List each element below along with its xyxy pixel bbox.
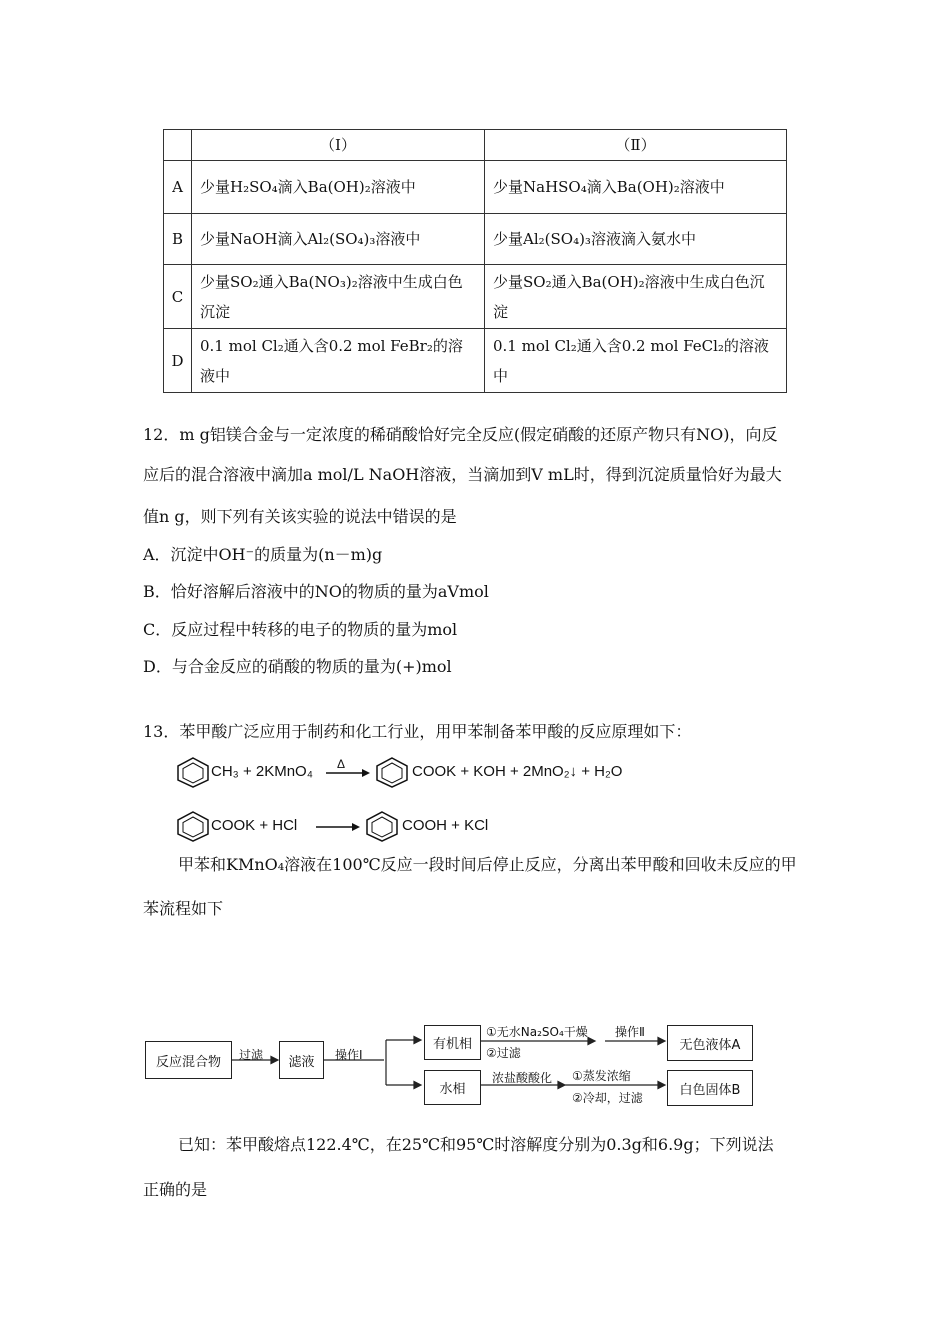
flow-box-colorless-liquid-a: 无色液体A	[667, 1025, 753, 1061]
benzene-ring-icon	[175, 810, 211, 842]
eq2-left: COOK + HCl	[211, 817, 298, 834]
flow-label-operation-2: 操作Ⅱ	[615, 1025, 645, 1039]
reaction-arrow-icon	[316, 820, 360, 834]
table-header-col2: （Ⅱ）	[485, 130, 787, 161]
q13-known-line2: 正确的是	[143, 1180, 208, 1199]
flow-box-reaction-mixture: 反应混合物	[145, 1041, 232, 1079]
table-cell: 少量NaOH滴入Al₂(SO₄)₃溶液中	[192, 214, 485, 265]
eq1-right: COOK + KOH + 2MnO₂↓ + H₂O	[412, 763, 623, 780]
table-cell: 0.1 mol Cl₂通入含0.2 mol FeBr₂的溶液中	[192, 329, 485, 393]
flow-label-acidify: 浓盐酸酸化	[492, 1071, 553, 1085]
flow-label-filter-2: ②过滤	[486, 1046, 521, 1060]
table-cell: 少量SO₂通入Ba(NO₃)₂溶液中生成白色沉淀	[192, 265, 485, 329]
q12-option-c: C．反应过程中转移的电子的物质的量为mol	[143, 620, 458, 639]
table-header-empty	[164, 130, 192, 161]
row-label: C	[164, 265, 192, 329]
q13-para1-line2: 苯流程如下	[143, 899, 224, 918]
table-cell: 0.1 mol Cl₂通入含0.2 mol FeCl₂的溶液中	[485, 329, 787, 393]
q12-line3: 值n g，则下列有关该实验的说法中错误的是	[143, 507, 457, 526]
q13-intro: 13．苯甲酸广泛应用于制药和化工行业，用甲苯制备苯甲酸的反应原理如下：	[143, 722, 692, 741]
table-cell: 少量NaHSO₄滴入Ba(OH)₂溶液中	[485, 161, 787, 214]
eq1-condition: Δ	[337, 757, 346, 771]
q13-known-line1: 已知：苯甲酸熔点122.4℃，在25℃和95℃时溶解度分别为0.3g和6.9g；下列说法	[178, 1135, 774, 1154]
table-cell: 少量Al₂(SO₄)₃溶液滴入氨水中	[485, 214, 787, 265]
table-cell: 少量H₂SO₄滴入Ba(OH)₂溶液中	[192, 161, 485, 214]
q12-line2: 应后的混合溶液中滴加a mol/L NaOH溶液，当滴加到V mL时，得到沉淀质量恰好为最大	[143, 465, 782, 484]
q13-para1-line1: 甲苯和KMnO₄溶液在100℃反应一段时间后停止反应，分离出苯甲酸和回收未反应的甲	[178, 855, 797, 874]
table-header-col1: （Ⅰ）	[192, 130, 485, 161]
reaction-arrow-icon	[326, 766, 370, 780]
q12-option-d: D．与合金反应的硝酸的物质的量为(+)mol	[143, 657, 452, 676]
flow-box-white-solid-b: 白色固体B	[667, 1070, 753, 1106]
flow-label-cool-filter: ②冷却，过滤	[572, 1091, 643, 1105]
flow-label-dry: ①无水Na₂SO₄干燥	[486, 1025, 588, 1039]
flow-label-evaporate: ①蒸发浓缩	[572, 1069, 631, 1083]
benzene-ring-icon	[364, 810, 400, 842]
flow-box-aqueous-phase: 水相	[424, 1070, 481, 1105]
flow-box-filtrate: 滤液	[279, 1041, 324, 1079]
options-table	[163, 129, 787, 393]
row-label: A	[164, 161, 192, 214]
flow-label-operation-1: 操作Ⅰ	[335, 1048, 363, 1062]
benzene-ring-icon	[374, 756, 410, 788]
eq2-right: COOH + KCl	[402, 817, 489, 834]
row-label: D	[164, 329, 192, 393]
table-cell: 少量SO₂通入Ba(OH)₂溶液中生成白色沉淀	[485, 265, 787, 329]
q12-line1: 12．m g铝镁合金与一定浓度的稀硝酸恰好完全反应(假定硝酸的还原产物只有NO)，向反	[143, 425, 778, 444]
row-label: B	[164, 214, 192, 265]
benzene-ring-icon	[175, 756, 211, 788]
eq1-left: CH₃ + 2KMnO₄	[211, 763, 313, 780]
flow-label-filter: 过滤	[239, 1048, 264, 1062]
q12-option-b: B．恰好溶解后溶液中的NO的物质的量为aVmol	[143, 582, 489, 601]
flow-box-organic-phase: 有机相	[424, 1025, 481, 1060]
q12-option-a: A．沉淀中OH⁻的质量为(n－m)g	[143, 545, 383, 564]
